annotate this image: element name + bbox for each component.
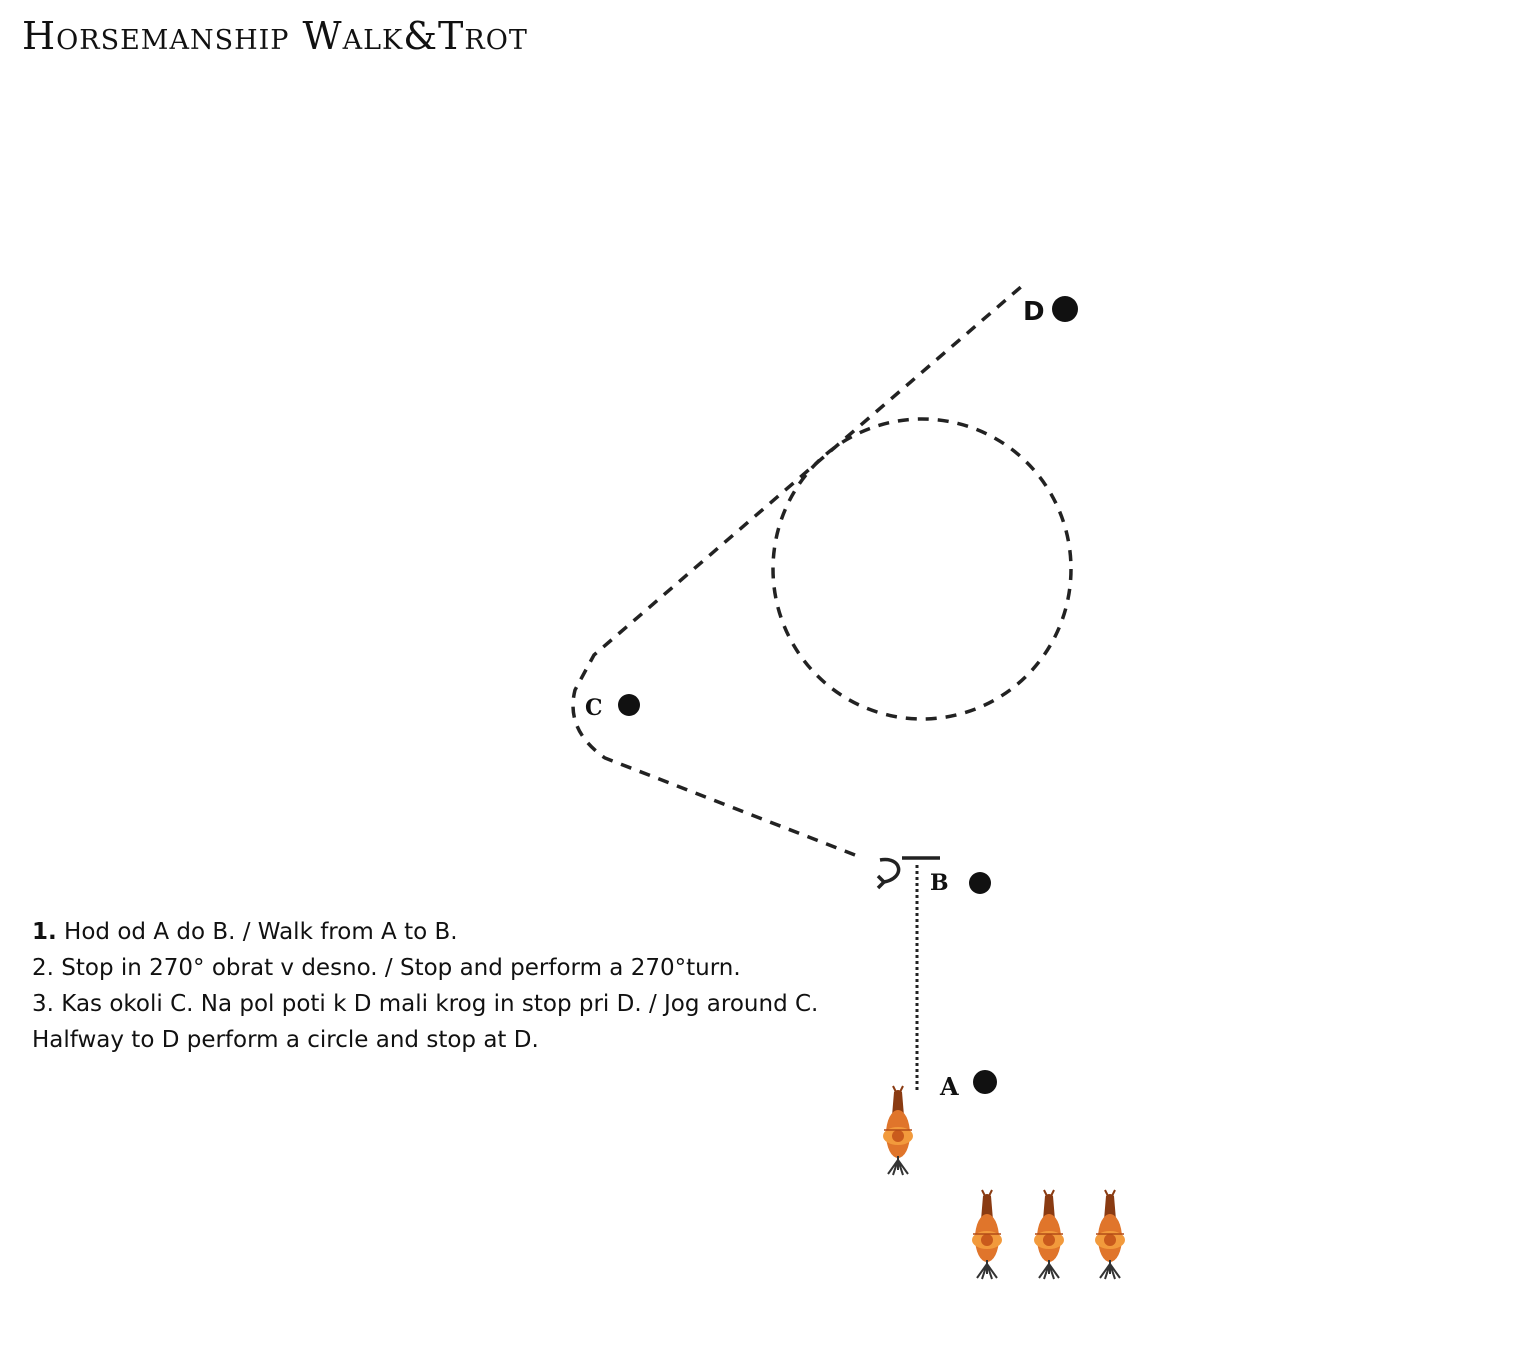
step-number: 1. — [32, 919, 57, 945]
horse-icon — [972, 1190, 1002, 1279]
marker-b-label: B — [930, 870, 949, 896]
marker-a — [939, 1070, 997, 1101]
step-text: Stop in 270° obrat v desno. / Stop and perform a 270°turn. — [53, 955, 741, 981]
horse-icon — [883, 1086, 913, 1175]
marker-a-label: A — [940, 1072, 959, 1101]
pattern-title: Horsemanship Walk&Trot — [22, 14, 528, 58]
step-text: Halfway to D perform a circle and stop at D. — [32, 1027, 539, 1053]
horse-icon — [1095, 1190, 1125, 1279]
marker-b-cone — [969, 872, 991, 894]
marker-d-label: D — [1023, 297, 1045, 327]
instruction-line — [32, 986, 862, 1022]
marker-c-label: C — [585, 695, 603, 721]
circle-path — [773, 419, 1071, 719]
step-number: 2. — [32, 955, 54, 981]
marker-b — [930, 870, 991, 896]
jog-path — [573, 286, 1022, 855]
marker-a-cone — [973, 1070, 997, 1094]
horse-icon — [1034, 1190, 1064, 1279]
turn-arrow-icon — [878, 860, 899, 888]
step-text: Kas okoli C. Na pol poti k D mali krog in stop pri D. / Jog around C. — [53, 991, 819, 1017]
marker-d-cone — [1052, 296, 1078, 322]
instructions-block — [32, 914, 862, 1058]
step-number: 3. — [32, 991, 54, 1017]
marker-c-cone — [618, 694, 640, 716]
marker-c — [585, 694, 640, 721]
instruction-line — [32, 950, 862, 986]
instruction-line — [32, 914, 862, 950]
marker-d — [1023, 296, 1078, 327]
instruction-line — [32, 1022, 862, 1058]
step-text: Hod od A do B. / Walk from A to B. — [56, 919, 458, 945]
